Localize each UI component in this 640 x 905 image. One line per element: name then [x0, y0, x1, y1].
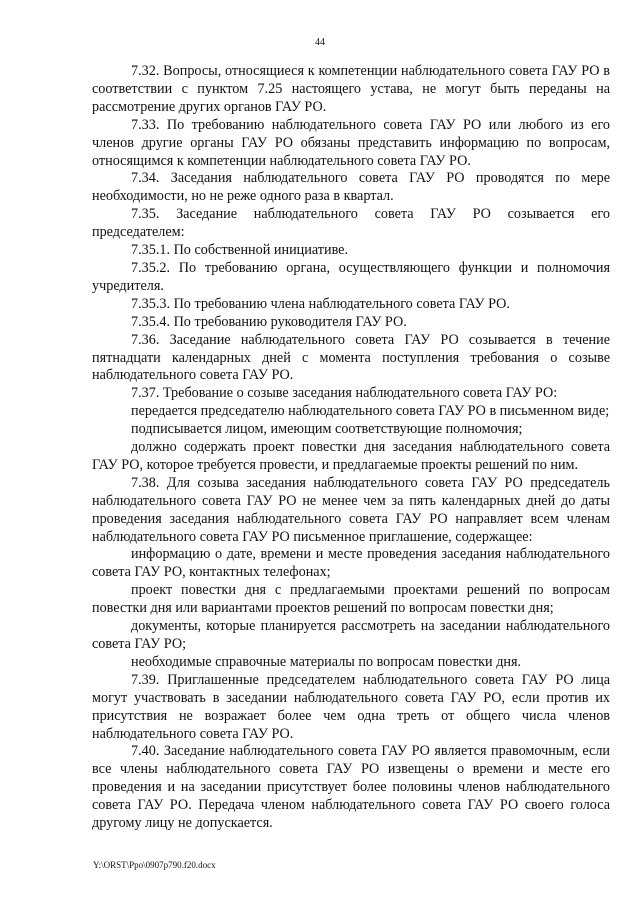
- paragraph-7-35-3: 7.35.3. По требованию члена наблюдательного совета ГАУ РО.: [131, 295, 510, 312]
- paragraph-7-35-4: 7.35.4. По требованию руководителя ГАУ РО.: [131, 313, 407, 330]
- paragraph-7-40: 7.40. Заседание наблюдательного совета ГАУ РО является правомочным, если все члены наблюдательного совета ГАУ РО извещены о времени и месте его проведения и на заседании присутствует более половины членов наблюдательного совета ГАУ РО. Передача членом наблюдательного совета ГАУ РО своего голоса другому лицу не допускается.: [92, 743, 610, 832]
- file-path-footer: Y:\ORST\Ppo\0907p790.f20.docx: [93, 860, 216, 870]
- list-item: передается председателю наблюдательного совета ГАУ РО в письменном виде;: [131, 403, 610, 420]
- paragraph-7-37: 7.37. Требование о созыве заседания наблюдательного совета ГАУ РО:: [131, 385, 558, 402]
- paragraph-7-35-1: 7.35.1. По собственной инициативе.: [131, 242, 349, 259]
- paragraph-7-36: 7.36. Заседание наблюдательного совета ГАУ РО созывается в течение пятнадцати календарных дней с момента поступления требования о созыве наблюдательного совета ГАУ РО.: [92, 331, 610, 384]
- list-item: документы, которые планируется рассмотреть на заседании наблюдательного совета ГАУ РО;: [92, 618, 610, 652]
- list-item: проект повестки дня с предлагаемыми проектами решений по вопросам повестки дня или вариантами проектов решений по вопросам повестки дня;: [92, 582, 610, 617]
- list-item: необходимые справочные материалы по вопросам повестки дня.: [131, 653, 522, 670]
- document-body: [92, 63, 610, 833]
- paragraph-7-34: 7.34. Заседания наблюдательного совета ГАУ РО проводятся по мере необходимости, но не реже одного раза в квартал.: [92, 170, 610, 205]
- list-item: должно содержать проект повестки дня заседания наблюдательного совета ГАУ РО, которое требуется провести, и предлагаемые проекты решений по ним.: [92, 439, 610, 473]
- page-number: 44: [315, 37, 325, 48]
- paragraph-7-39: 7.39. Приглашенные председателем наблюдательного совета ГАУ РО лица могут участвовать в заседании наблюдательного совета ГАУ РО, если против их присутствия не возражает более чем одна треть от общего числа членов наблюдательного совета ГАУ РО.: [92, 671, 610, 742]
- list-item: подписывается лицом, имеющим соответствующие полномочия;: [131, 421, 523, 438]
- paragraph-7-35: 7.35. Заседание наблюдательного совета ГАУ РО созывается его председателем:: [92, 206, 610, 241]
- paragraph-7-38: 7.38. Для созыва заседания наблюдательного совета ГАУ РО председатель наблюдательного совета ГАУ РО не менее чем за пять календарных дней до даты проведения заседания наблюдательного совета ГАУ РО направляет всем членам наблюдательного совета ГАУ РО письменное приглашение, содержащее:: [92, 474, 610, 545]
- paragraph-7-33: 7.33. По требованию наблюдательного совета ГАУ РО или любого из его членов другие органы ГАУ РО обязаны представить информацию по вопросам, относящимся к компетенции наблюдательного совета ГАУ РО.: [92, 116, 610, 169]
- paragraph-7-32: 7.32. Вопросы, относящиеся к компетенции наблюдательного совета ГАУ РО в соответствии с пунктом 7.25 настоящего устава, не могут быть переданы на рассмотрение других органов ГАУ РО.: [92, 63, 610, 115]
- list-item: информацию о дате, времени и месте проведения заседания наблюдательного совета ГАУ РО, контактных телефонах;: [92, 546, 610, 581]
- paragraph-7-35-2: 7.35.2. По требованию органа, осуществляющего функции и полномочия учредителя.: [92, 259, 610, 294]
